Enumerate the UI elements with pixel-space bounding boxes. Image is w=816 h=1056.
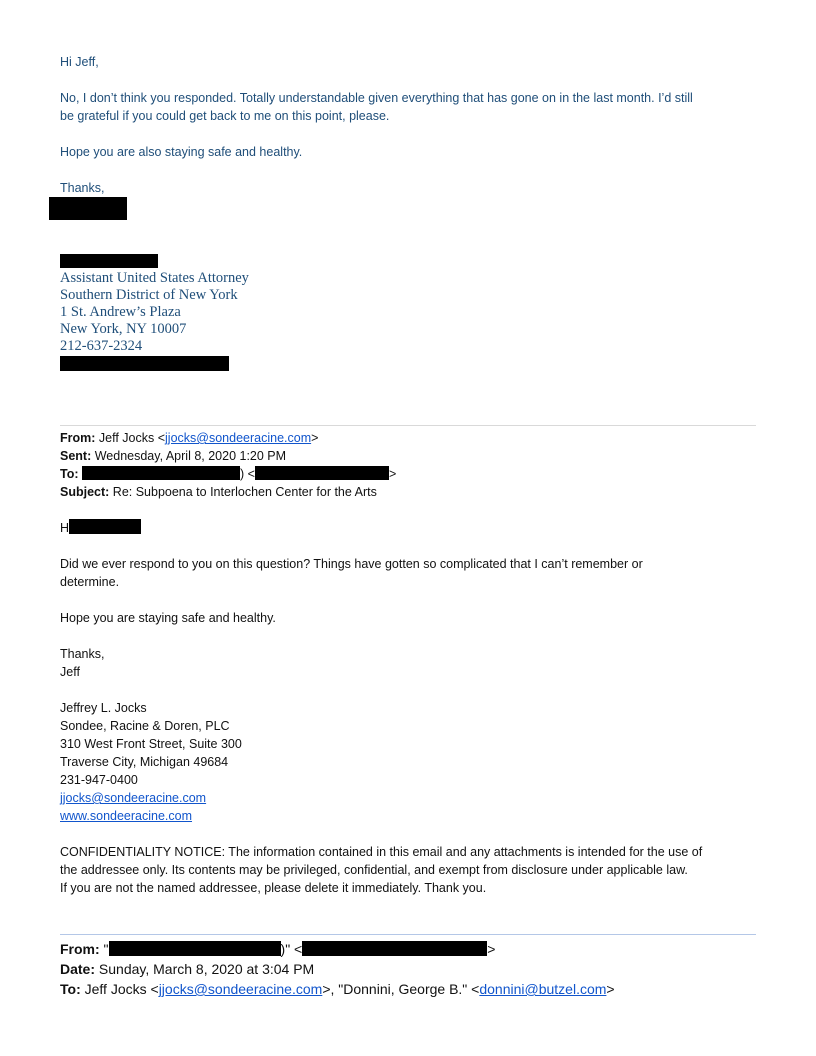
email-from-line [60,940,495,958]
redaction-block [60,356,229,371]
signature-line: Sondee, Racine & Doren, PLC [60,719,230,733]
signature-line: Jeffrey L. Jocks [60,701,147,715]
redaction-block [49,197,127,220]
reply-paragraph-line: be grateful if you could get back to me on this point, please. [60,109,390,123]
from-name: Jeff Jocks < [95,431,166,445]
email-from-line [60,429,318,447]
email-sender-name: Jeff [60,665,80,679]
greeting-text: H [60,521,70,535]
email-date-line [60,960,314,978]
to-name: >, "Donnini, George B." < [322,981,480,997]
to-mid: ) < [240,467,255,481]
reply-greeting: Hi Jeff, [60,55,99,69]
from-label: From: [60,941,100,957]
redaction-block [302,941,487,956]
to-close: > [388,467,397,481]
to-name: Jeff Jocks < [80,981,159,997]
redaction-block [60,254,158,268]
header-divider [60,934,756,935]
confidentiality-notice-line: the addressee only. Its contents may be privileged, confidential, and exempt from disclosure under applicable law. [60,863,688,877]
reply-paragraph-line: Hope you are also staying safe and healthy. [60,145,303,159]
signature-email-link-row [60,789,206,807]
signature-line: 310 West Front Street, Suite 300 [60,737,242,751]
to-email-link[interactable]: donnini@butzel.com [479,981,607,997]
subject-value: Re: Subpoena to Interlochen Center for the Arts [109,485,377,499]
redaction-block [109,941,281,956]
sent-label: Sent: [60,449,92,463]
email-paragraph-line: determine. [60,575,120,589]
reply-paragraph-line: No, I don’t think you responded. Totally understandable given everything that has gone on in the last month. I’d still [60,91,693,105]
email-closing: Thanks, [60,647,105,661]
to-label: To: [60,981,81,997]
redaction-block [69,519,141,534]
confidentiality-notice-line: If you are not the named addressee, please delete it immediately. Thank you. [60,881,487,895]
email-paragraph-line: Did we ever respond to you on this question? Things have gotten so complicated that I can’t remember or [60,557,643,571]
signature-email-link[interactable]: jjocks@sondeeracine.com [60,791,207,805]
email-sent-line [60,447,286,465]
to-email-link[interactable]: jjocks@sondeeracine.com [158,981,323,997]
confidentiality-notice-line: CONFIDENTIALITY NOTICE: The information contained in this email and any attachments is intended for the use of [60,845,703,859]
signature-line: 231-947-0400 [60,773,138,787]
signature-line: Southern District of New York [60,287,238,303]
subject-label: Subject: [60,485,110,499]
from-mid: )" < [280,941,303,957]
signature-website-link[interactable]: www.sondeeracine.com [60,809,193,823]
from-label: From: [60,431,96,445]
to-close: > [606,981,615,997]
sent-value: Wednesday, April 8, 2020 1:20 PM [91,449,287,463]
from-email-link[interactable]: jjocks@sondeeracine.com [165,431,312,445]
date-label: Date: [60,961,96,977]
email-to-line [60,465,396,483]
signature-line: Traverse City, Michigan 49684 [60,755,229,769]
from-close: > [311,431,319,445]
signature-line: New York, NY 10007 [60,321,187,337]
email-paragraph-line: Hope you are staying safe and healthy. [60,611,276,625]
date-value: Sunday, March 8, 2020 at 3:04 PM [95,961,315,977]
signature-line: 1 St. Andrew’s Plaza [60,304,181,320]
from-close: > [487,941,496,957]
reply-closing: Thanks, [60,181,105,195]
redaction-block [255,466,389,480]
header-divider [60,425,756,426]
from-open: " [99,941,109,957]
email-greeting [60,519,141,537]
email-subject-line [60,483,377,501]
email-to-line [60,980,615,998]
signature-line: 212-637-2324 [60,338,143,354]
to-label: To: [60,467,79,481]
redaction-block [82,466,240,480]
signature-line: Assistant United States Attorney [60,270,249,286]
signature-website-link-row [60,807,192,825]
